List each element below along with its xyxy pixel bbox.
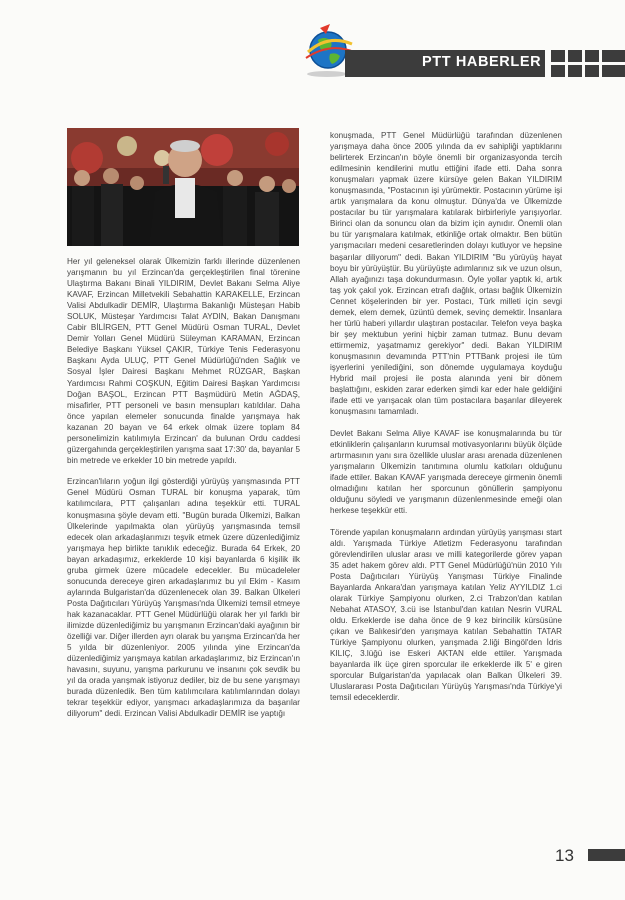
paragraph: Devlet Bakanı Selma Aliye KAVAF ise konuşmalarında bu tür etkinliklerin çalışanların kurumsal motivasyonlarını büyük ölçüde artırmasının yanı sıra özellikle uluslar arası arenada düzenlenen yarışmaların Ülkemizin tanıtımına olumlu katkıları olduğunu ifade ettiler. Bakan KAVAF yarışmada dereceye girmenin önemli olmadığını katılan her sporcunun gönüllerin şampiyonu olduğunu söyledi ve yarışmanın düzenlenmesinde emeği olan herkese teşekkür etti.: [330, 428, 562, 516]
header-square: [568, 65, 582, 77]
header-square: [551, 65, 565, 77]
paragraph: Törende yapılan konuşmaların ardından yürüyüş yarışması start aldı. Yarışmada Türkiye Atletizm Federasyonu tarafından görevlendirilen uluslar arası ve milli kategorilerde görev yapan 35 adet hakem görev aldı. PTT Genel Müdürlüğü'nün 2010 Yılı Posta Dağıtıcıları Yürüyüş Yarışması Türkiye Finalinde Bayanlarda Ankara'dan yarışmaya katılan Yeliz AYYILDIZ 1.ci olarak Türkiye Şampiyonu olurken, 2.ci Trabzon'dan katılan Nebahat ATASOY, 3.cü ise İstanbul'dan katılan Nesrin VURAL oldu. Erkeklerde ise daha önce de 9 kez birincilik kürsüsüne çıkan ve Balıkesir'den yarışmaya katılan Sebahattin TATAR Türkiye Şampiyonu olurken, yarışmada 2.liği Bingöl'den İdris KILIÇ, 3.lüğü ise Eskeri AKTAN elde ettiler. Yarışmada bayanlarda ilk üçe giren sporcular ile erkeklerde ilk 5' e giren sporcular Bulgaristan'da yapılacak olan Balkan Ülkeleri 39. Uluslararası Posta Dağıtıcıları Yürüyüş Yarışması'nda Türkiye'yi temsil edeceklerdir.: [330, 527, 562, 703]
header-square: [602, 65, 625, 77]
page-number-bar: [588, 849, 625, 861]
paragraph: Her yıl geleneksel olarak Ülkemizin farklı illerinde düzenlenen yarışmanın bu yıl Erzincan'da gerçekleştirilen final törenine Ulaştırma Bakanı Binali YILDIRIM, Devlet Bakanı Selma Aliye KAVAF, Erzincan Milletvekili Sebahattin KARAKELLE, Erzincan Valisi Abdulkadir DEMİR, Ulaştırma Bakanlığı Müsteşarı Habib SOLUK, Müsteşar Yardımcısı Talat AYDIN, Bakan Danışmanı Cabir BİLİRGEN, PTT Genel Müdürü Osman TURAL, Devlet Demir Yolları Genel Müdürü Süleyman KARAMAN, Erzincan Belediye Başkanı Yüksel ÇAKIR, Türkiye Tenis Federasyonu Başkanı Ayda ULUÇ, PTT Genel Müdürlüğü'nden Sağlık ve Sosyal İşler Dairesi Başkanı Mehmet RÜZGAR, Başkan Yardımcısı Rahmi COŞKUN, Eğitim Dairesi Başkan Yardımcısı Doğan BAŞOL, Erzincan PTT Başmüdürü Metin AĞDAŞ, misafirler, PTT personeli ve basın mensupları katıldılar. Daha önce yapılan elemeler sonucunda finalde yarışmaya hak kazanan 20 bayan ve 64 erkek olmak üzere toplam 84 personelimizin katılımıyla Erzincan' da bulunan Ordu caddesi güzergahında gerçekleştirilen yarışma saat 17:30' da, bayanlar 5 bin metrede ve erkekler 10 bin metrede yapıldı.: [67, 257, 300, 465]
header-square: [585, 50, 599, 62]
page-number: 13: [555, 846, 574, 865]
article-column-right: [330, 130, 562, 714]
article-column-left: [67, 256, 300, 730]
header-square: [551, 50, 565, 62]
header-square: [568, 50, 582, 62]
header-square: [585, 65, 599, 77]
paragraph: Erzincan'lıların yoğun ilgi gösterdiği yürüyüş yarışmasında PTT Genel Müdürü Osman TURAL bir konuşma yaparak, tüm katılımcılara, PTT çalışanları adına teşekkür etti. TURAL konuşmasına şöyle devam etti. "Bugün burada Ülkemizi, Balkan Ülkelerinde yapılmakta olan yürüyüş yarışmasında temsil edecek olan arkadaşlarımızı teşvik etmek üzere düzenlediğimiz yarışmaya hep birlikte tanıklık edeceğiz. Burada 64 Erkek, 20 bayan arkadaşımız, erkeklerde 10 kişi bayanlarda 6 kişilik ilk gruba girmek üzere mücadele edecekler. Bu mücadeleler sonucunda dereceye giren arkadaşlarımız bu yıl Ekim - Kasım aylarında Bulgaristan'da düzenlenecek olan 39. Balkan Ülkeleri Posta Dağıtıcıları Yürüyüş Yarışması'nda Ülkemizi temsil etmeye hak kazanacaklar. PTT Genel Müdürlüğü olarak her yıl farklı bir ilimizde düzenlediğimiz bu yarışmanın Erzincan'daki ayağının bir özelliği var. Diğer illerden ayrı olarak bu yarışma Erzincan'da her 5 yılda bir düzenleniyor. 2005 yılında yine Erzincan'da düzenlediğimiz yarışmaya katılan arkadaşlarımız, biz Erzincan'ın havasını, suyunu, yarışma parkurunu ve insanını çok sevdik bu yıl da orada yarışmak istiyoruz dediler, biz de bu sene yarışmayı burada düzenledik. Ben tüm katılımcılara katılımlarından dolayı tekrar teşekkür ediyor, yarışmacı arkadaşlarımıza da başarılar diliyorum" dedi. Erzincan Valisi Abdulkadir DEMİR ise yaptığı: [67, 477, 300, 719]
header-square: [602, 50, 625, 62]
section-title: PTT HABERLER: [422, 54, 542, 70]
paragraph: konuşmada, PTT Genel Müdürlüğü tarafından düzenlenen yarışmaya daha önce 2005 yılında da ev sahipliği yaptıklarını belirterek Erzincan'ın böyle önemli bir organizasyonda tercih edilmesinin kendilerini mutlu ettiğini ifade etti. Daha sonra konuşmaları yapmak üzere kürsüye gelen Bakan YILDIRIM konuşmasında, "Postacının işi yürümektir. Postacının yürüme işi artık yarışmalara da konu olmuştur. Dünya'da ve Ülkemizde postacılar bu tür yarışmalara katılarak birbirleriyle yarışıyorlar. Birinci olan da sonuncu olan da bizim için aynıdır. Önemli olan bu tür yarışmalara katılmak, etkinliğe ortak olmaktır. Ben bütün yarışmacıları medeni cesaretlerinden dolayı kutluyor ve hepsine başarılar diliyorum" dedi. Bakan YILDIRIM "Bu yürüyüş hayat boyu bir yürüyüştür. Bu yürüyüşte adımlarınız sık ve uzun olsun, Allah ayağınızı taşa dokundurmasın. Öyle yollar yaptık ki, artık taş yok çakıl yok. Erzincan etrafı dağlık, ortası bağlık Ülkemizin Cennet köşelerinden bir yer. Postacı, Türk milleti için sevgi demek, elem demek, üzüntü demek, sevinç demektir. İnsanlara her türlü haberi yıllardır ulaştıran postacılar. Telefon veya başka bir şey mektubun yerini hiçbir zaman tutmaz. Bunu devam ettirmemiz, yaşatmamız gerekiyor" dedi. Bakan YILDIRIM konuşmasının devamında PTT'nin PTTBank projesi ile tüm işyerlerini yenilediğini, son dönemde uygulamaya koyduğu Hybrid mail projesi ile posta alanında yeni bir dönem başlattığını, eskiden zarar ederken şimdi kar eder hale geldiğini ifade etti ve yarışacak olan tüm postacılara başarılar dileyerek konuşmasını tamamladı.: [330, 131, 562, 417]
event-photo: [67, 128, 299, 246]
